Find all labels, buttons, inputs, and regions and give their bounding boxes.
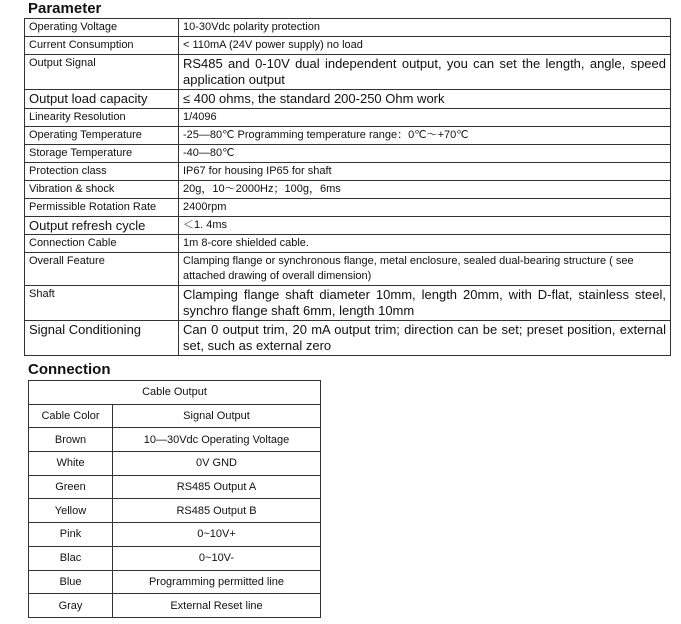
signal-output-cell: External Reset line xyxy=(113,594,321,618)
parameter-row xyxy=(25,181,671,199)
connection-row xyxy=(29,570,321,594)
signal-output-cell: Programming permitted line xyxy=(113,570,321,594)
connection-row xyxy=(29,499,321,523)
parameter-row xyxy=(25,235,671,253)
column-header-row xyxy=(29,404,321,428)
parameter-key: Storage Temperature xyxy=(25,145,179,163)
connection-title: Connection xyxy=(28,361,111,378)
connection-table xyxy=(28,380,321,618)
parameter-row xyxy=(25,19,671,37)
cable-color-cell: White xyxy=(29,452,113,476)
signal-output-cell: RS485 Output B xyxy=(113,499,321,523)
parameter-table xyxy=(24,18,671,356)
parameter-row xyxy=(25,253,671,286)
parameter-row xyxy=(25,109,671,127)
parameter-value: IP67 for housing IP65 for shaft xyxy=(179,163,671,181)
parameter-key: Vibration & shock xyxy=(25,181,179,199)
connection-row xyxy=(29,428,321,452)
parameter-row xyxy=(25,145,671,163)
parameter-value: -40—80℃ xyxy=(179,145,671,163)
cable-color-cell: Brown xyxy=(29,428,113,452)
parameter-title: Parameter xyxy=(28,0,102,17)
parameter-row xyxy=(25,199,671,217)
parameter-row xyxy=(25,286,671,321)
cable-color-cell: Gray xyxy=(29,594,113,618)
connection-row xyxy=(29,594,321,618)
parameter-key: Output refresh cycle xyxy=(25,217,179,235)
cable-color-cell: Pink xyxy=(29,523,113,547)
cable-output-title: Cable Output xyxy=(29,381,321,405)
parameter-key: Output Signal xyxy=(25,55,179,90)
signal-output-cell: 10—30Vdc Operating Voltage xyxy=(113,428,321,452)
parameter-value: 10-30Vdc polarity protection xyxy=(179,19,671,37)
parameter-row xyxy=(25,217,671,235)
parameter-value: 1m 8-core shielded cable. xyxy=(179,235,671,253)
signal-output-cell: 0~10V- xyxy=(113,546,321,570)
signal-output-header: Signal Output xyxy=(113,404,321,428)
parameter-key: Signal Conditioning xyxy=(25,321,179,356)
parameter-key: Output load capacity xyxy=(25,90,179,109)
signal-output-cell: 0~10V+ xyxy=(113,523,321,547)
parameter-key: Shaft xyxy=(25,286,179,321)
cable-color-cell: Blac xyxy=(29,546,113,570)
parameter-row xyxy=(25,163,671,181)
connection-row xyxy=(29,452,321,476)
parameter-key: Overall Feature xyxy=(25,253,179,286)
parameter-key: Linearity Resolution xyxy=(25,109,179,127)
parameter-value: Clamping flange or synchronous flange, metal enclosure, sealed dual-bearing structure ( see attached drawing of overall dimension) xyxy=(179,253,671,286)
parameter-row xyxy=(25,37,671,55)
parameter-row xyxy=(25,55,671,90)
parameter-key: Protection class xyxy=(25,163,179,181)
parameter-value: ≤ 400 ohms, the standard 200-250 Ohm work xyxy=(179,90,671,109)
cable-color-cell: Yellow xyxy=(29,499,113,523)
connection-row xyxy=(29,523,321,547)
cable-color-cell: Green xyxy=(29,475,113,499)
cable-color-header: Cable Color xyxy=(29,404,113,428)
parameter-key: Permissible Rotation Rate xyxy=(25,199,179,217)
parameter-value: RS485 and 0-10V dual independent output, you can set the length, angle, speed application output xyxy=(179,55,671,90)
parameter-row xyxy=(25,90,671,109)
parameter-key: Current Consumption xyxy=(25,37,179,55)
signal-output-cell: 0V GND xyxy=(113,452,321,476)
parameter-key: Operating Voltage xyxy=(25,19,179,37)
parameter-value: < 110mA (24V power supply) no load xyxy=(179,37,671,55)
parameter-value: Clamping flange shaft diameter 10mm, length 20mm, with D-flat, stainless steel, synchro flange shaft 6mm, length 10mm xyxy=(179,286,671,321)
parameter-value: 2400rpm xyxy=(179,199,671,217)
parameter-key: Connection Cable xyxy=(25,235,179,253)
parameter-value: ＜1. 4ms xyxy=(179,217,671,235)
parameter-row xyxy=(25,321,671,356)
parameter-key: Operating Temperature xyxy=(25,127,179,145)
parameter-row xyxy=(25,127,671,145)
cable-output-header-row xyxy=(29,381,321,405)
signal-output-cell: RS485 Output A xyxy=(113,475,321,499)
connection-row xyxy=(29,546,321,570)
parameter-value: -25—80℃ Programming temperature range：0℃～+70℃ xyxy=(179,127,671,145)
cable-color-cell: Blue xyxy=(29,570,113,594)
connection-row xyxy=(29,475,321,499)
parameter-value: 1/4096 xyxy=(179,109,671,127)
parameter-value: Can 0 output trim, 20 mA output trim; direction can be set; preset position, external set, such as external zero xyxy=(179,321,671,356)
parameter-value: 20g，10～2000Hz；100g，6ms xyxy=(179,181,671,199)
